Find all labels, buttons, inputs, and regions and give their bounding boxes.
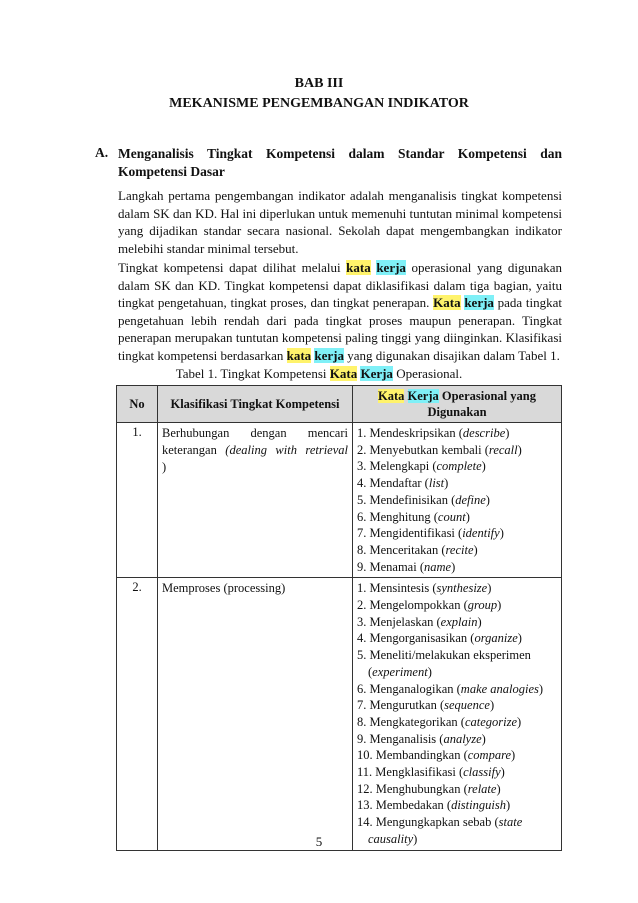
row-klasifikasi — [158, 423, 353, 578]
verb-english: distinguish — [451, 798, 506, 813]
verb-item — [357, 509, 557, 526]
table-row — [117, 423, 562, 578]
verb-indonesian: 6. Menghitung ( — [357, 509, 438, 524]
verb-english: state — [498, 815, 523, 830]
verb-indonesian: 13. Membedakan ( — [357, 798, 452, 813]
verb-item — [357, 764, 557, 781]
verb-indonesian: 1. Mendeskripsikan ( — [357, 426, 463, 440]
verb-english: causality — [368, 831, 414, 846]
verb-indonesian: 8. Menceritakan ( — [357, 542, 446, 557]
row-verbs — [353, 578, 562, 850]
verb-item — [357, 597, 557, 614]
verb-item — [357, 458, 557, 475]
verb-paren: ) — [500, 765, 505, 780]
verb-item — [357, 781, 557, 798]
klasifikasi-plain: Berhubungan dengan mencari keterangan — [162, 426, 348, 457]
verb-english: name — [424, 559, 452, 574]
text-run: yang digunakan disajikan dalam Tabel 1. — [344, 347, 560, 363]
verb-english: identify — [462, 526, 500, 541]
row-klasifikasi: Memproses (processing) — [158, 578, 353, 850]
verb-english: compare — [467, 748, 512, 763]
paragraph-2 — [118, 259, 562, 365]
verb-item — [357, 797, 557, 814]
verb-english: count — [437, 509, 466, 524]
verb-english: classify — [463, 765, 501, 780]
verb-indonesian: 5. Mendefinisikan ( — [357, 492, 456, 507]
verb-paren: ) — [505, 426, 510, 440]
verb-english: categorize — [464, 714, 518, 729]
paragraph-1: Langkah pertama pengembangan indikator adalah menganalisis tingkat kompetensi dalam SK dan KD. Hal ini diperlukan untuk memenuhi tuntutan minimal kompetensi yang dijadikan standar secara nasional. Sekolah dapat mengembangkan indikator melebihi standar minimal tersebut. — [118, 188, 562, 256]
verb-indonesian: 4. Mendaftar ( — [357, 476, 429, 491]
highlight-kerja: Kerja — [360, 366, 393, 381]
verb-indonesian: 4. Mengorganisasikan ( — [357, 631, 475, 646]
verb-item — [357, 697, 557, 714]
verb-english: list — [428, 476, 445, 491]
chapter-title: MEKANISME PENGEMBANGAN INDIKATOR — [169, 96, 469, 111]
verb-english: organize — [474, 631, 518, 646]
verb-paren: ) — [496, 781, 501, 796]
verb-english: describe — [462, 426, 506, 440]
verb-indonesian: 3. Menjelaskan ( — [357, 614, 441, 629]
verb-english: recite — [445, 542, 474, 557]
verb-item — [357, 731, 557, 748]
verb-item — [357, 714, 557, 731]
verb-indonesian: 2. Menyebutkan kembali ( — [357, 442, 489, 457]
verb-indonesian: 1. Mensintesis ( — [357, 581, 437, 596]
row-number: 1. — [117, 423, 158, 578]
highlight-kerja: kerja — [314, 347, 345, 363]
competency-table — [116, 385, 562, 851]
verb-indonesian: 9. Menamai ( — [357, 559, 424, 574]
verb-english: complete — [436, 459, 482, 474]
klasifikasi-italic: (dealing with retrieval — [225, 443, 348, 457]
verb-paren: ) — [485, 492, 490, 507]
verb-english: analyze — [443, 731, 482, 746]
highlight-kata: Kata — [329, 366, 358, 381]
verb-item — [357, 442, 557, 459]
verb-indonesian: 10. Membandingkan ( — [357, 748, 468, 763]
row-verbs — [353, 423, 562, 578]
highlight-kerja: kerja — [464, 295, 494, 311]
verb-list — [357, 580, 557, 847]
verb-item — [357, 425, 557, 442]
section-letter: A. — [95, 145, 109, 160]
table-caption — [0, 366, 638, 382]
verb-paren: ) — [465, 509, 470, 524]
verb-english: define — [455, 492, 486, 507]
verb-paren: ) — [477, 614, 482, 629]
highlight-kata: Kata — [378, 389, 405, 403]
verb-paren: ) — [517, 631, 522, 646]
verb-indonesian: 8. Mengkategorikan ( — [357, 714, 465, 729]
highlight-kerja: Kerja — [407, 389, 439, 403]
verb-indonesian: 7. Mengurutkan ( — [357, 698, 445, 713]
verb-paren: ) — [481, 731, 486, 746]
verb-item — [357, 475, 557, 492]
page-number: 5 — [315, 834, 323, 849]
verb-item — [357, 747, 557, 764]
header-kata-kerja — [353, 386, 562, 423]
verb-item — [357, 492, 557, 509]
caption-text: Operasional. — [392, 366, 463, 381]
verb-english: synthesize — [436, 581, 488, 596]
verb-continuation — [357, 664, 557, 681]
table-header-row — [117, 386, 562, 423]
verb-item — [357, 647, 557, 680]
chapter-number: BAB III — [294, 76, 344, 91]
verb-english: make analogies — [460, 681, 539, 696]
table-row — [117, 578, 562, 850]
verb-english: sequence — [444, 698, 490, 713]
verb-english: recall — [488, 442, 518, 457]
verb-paren: ) — [427, 664, 432, 679]
verb-paren: ) — [413, 831, 418, 846]
verb-paren: ) — [517, 714, 522, 729]
verb-indonesian: 2. Mengelompokkan ( — [357, 598, 468, 613]
caption-text: Tabel 1. Tingkat Kompetensi — [175, 366, 330, 381]
verb-english: relate — [467, 781, 497, 796]
verb-indonesian: 5. Meneliti/melakukan eksperimen — [357, 648, 531, 663]
highlight-kata: kata — [346, 260, 371, 275]
verb-english: group — [467, 598, 498, 613]
verb-item — [357, 681, 557, 698]
header-text: Operasional yang Digunakan — [427, 389, 536, 419]
verb-paren: ) — [481, 459, 486, 474]
highlight-kerja: kerja — [376, 260, 406, 275]
verb-indonesian: 12. Menghubungkan ( — [357, 781, 468, 796]
verb-paren: ) — [499, 526, 504, 541]
verb-indonesian: 11. Mengklasifikasi ( — [357, 765, 464, 780]
verb-paren: ) — [487, 581, 492, 596]
header-klasifikasi: Klasifikasi Tingkat Kompetensi — [158, 386, 353, 423]
verb-item — [357, 614, 557, 631]
text-run: Tingkat kompetensi dapat dilihat melalui — [118, 260, 347, 275]
verb-paren: ) — [489, 698, 495, 713]
verb-paren: ) — [473, 542, 478, 557]
verb-paren: ) — [511, 748, 516, 763]
verb-indonesian: 6. Menganalogikan ( — [357, 681, 461, 696]
verb-indonesian: 7. Mengidentifikasi ( — [357, 526, 463, 541]
highlight-kata: Kata — [433, 295, 461, 311]
highlight-kata: kata — [286, 347, 312, 363]
verb-paren: ( — [368, 664, 373, 679]
verb-list — [357, 425, 557, 575]
verb-paren: ) — [444, 476, 449, 491]
klasifikasi-text — [162, 425, 348, 459]
section-heading: Menganalisis Tingkat Kompetensi dalam Standar Kompetensi dan Kompetensi Dasar — [118, 146, 562, 179]
row-number: 2. — [117, 578, 158, 850]
verb-paren: ) — [505, 798, 511, 813]
verb-english: experiment — [372, 664, 428, 679]
verb-paren: ) — [538, 681, 544, 696]
verb-indonesian: 9. Menganalisis ( — [357, 731, 444, 746]
verb-paren: ) — [517, 442, 522, 457]
verb-indonesian: 14. Mengungkapkan sebab ( — [357, 815, 499, 830]
text-run: operasional yang digunakan dalam SK dan KD. Tingkat kompetensi dapat diklasifikasi dalam tiga bagian, yaitu tingkat pengetahuan, tingkat proses, dan tingkat penerapan. — [118, 260, 562, 311]
verb-item — [357, 542, 557, 559]
verb-item — [357, 580, 557, 597]
verb-item — [357, 630, 557, 647]
verb-paren: ) — [451, 559, 456, 574]
verb-paren: ) — [497, 598, 502, 613]
verb-item — [357, 525, 557, 542]
verb-english: explain — [440, 614, 478, 629]
verb-item — [357, 559, 557, 576]
header-no: No — [117, 386, 158, 423]
klasifikasi-close: ) — [162, 460, 167, 474]
verb-indonesian: 3. Melengkapi ( — [357, 459, 437, 474]
text-run: pada tingkat pengetahuan lebih rendah dari pada tingkat proses maupun penerapan. Tingkat penerapan merupakan tuntutan kompetensi paling tinggi yang diinginkan. Klasifikasi tingkat kompetensi berdasarkan — [118, 295, 563, 363]
